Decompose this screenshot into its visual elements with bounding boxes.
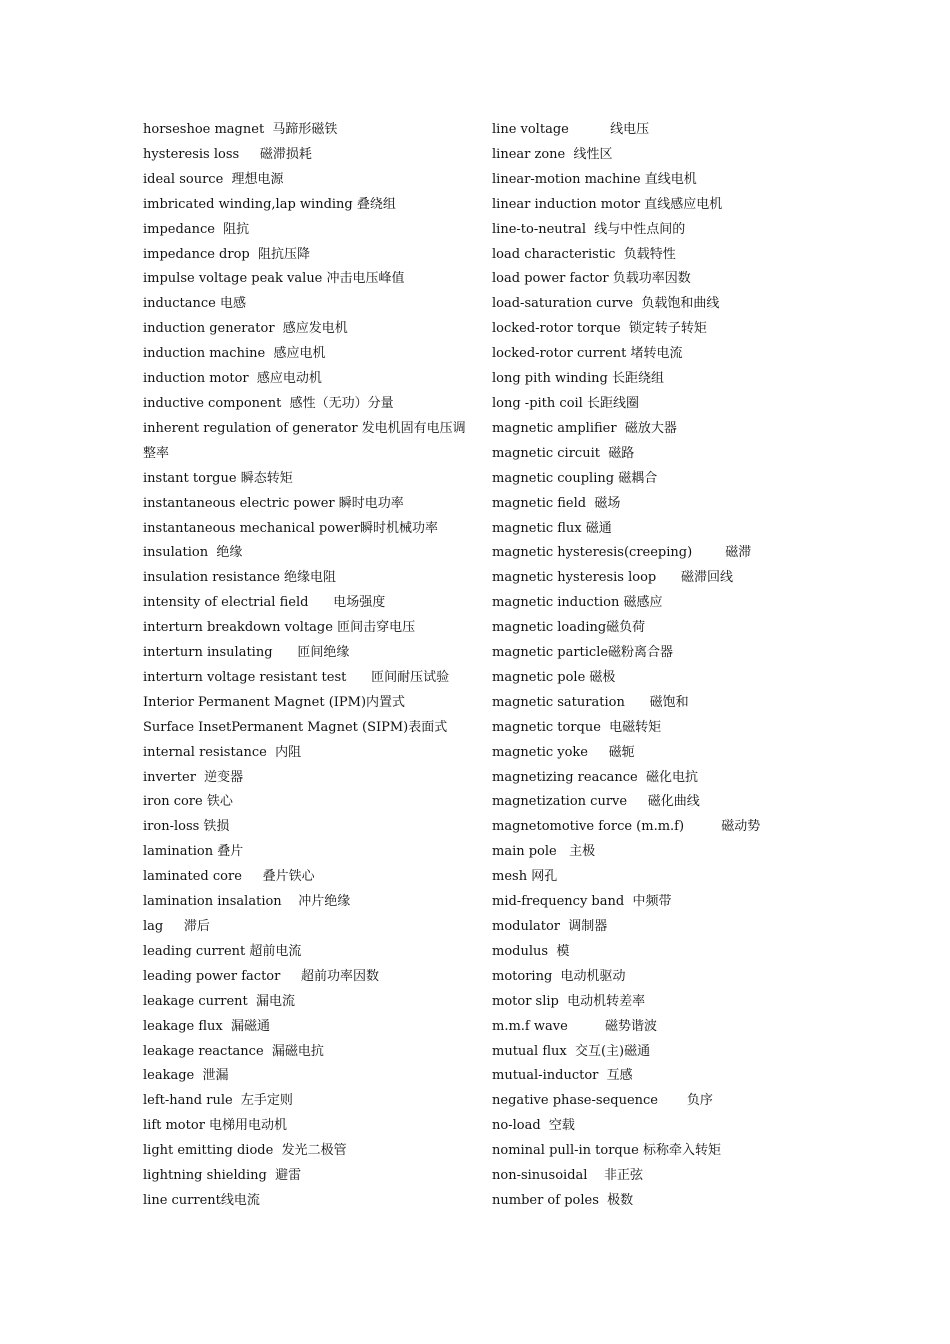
glossary-entry: nominal pull-in torque 标称牵入转矩 bbox=[492, 1143, 721, 1159]
glossary-entry: mutual-inductor 互感 bbox=[492, 1068, 633, 1084]
glossary-entry: inductive component 感性（无功）分量 bbox=[143, 395, 394, 411]
glossary-entry: magnetizing reacance 磁化电抗 bbox=[492, 769, 698, 785]
glossary-entry: inductance 电感 bbox=[143, 296, 246, 312]
glossary-entry: linear zone 线性区 bbox=[492, 146, 613, 162]
glossary-entry: laminated core 叠片铁心 bbox=[143, 869, 315, 885]
glossary-entry: load characteristic 负载特性 bbox=[492, 246, 676, 262]
glossary-entry: impedance 阻抗 bbox=[143, 221, 250, 237]
glossary-entry: motor slip 电动机转差率 bbox=[492, 993, 646, 1009]
glossary-entry: line voltage 线电压 bbox=[492, 122, 650, 137]
left-glossary-column bbox=[143, 118, 473, 1214]
glossary-entry: magnetic particle磁粉离合器 bbox=[492, 645, 674, 661]
glossary-entry: lamination 叠片 bbox=[143, 844, 244, 860]
glossary-entry: modulus 模 bbox=[492, 943, 570, 959]
glossary-entry: interturn voltage resistant test 匝间耐压试验 bbox=[143, 669, 450, 685]
glossary-entry: negative phase-sequence 负序 bbox=[492, 1093, 713, 1109]
glossary-entry: magnetic hysteresis(creeping) 磁滞 bbox=[492, 545, 752, 561]
glossary-entry: Surface InsetPermanent Magnet (SIPM)表面式 bbox=[143, 719, 448, 735]
right-glossary-column bbox=[492, 118, 822, 1214]
glossary-entry: leakage current 漏电流 bbox=[143, 993, 296, 1009]
glossary-entry: magnetic amplifier 磁放大器 bbox=[492, 420, 677, 436]
glossary-entry: internal resistance 内阻 bbox=[143, 744, 302, 760]
glossary-entry: instant torgue 瞬态转矩 bbox=[143, 470, 293, 486]
glossary-entry: long pith winding 长距绕组 bbox=[492, 371, 664, 387]
glossary-entry: iron core 铁心 bbox=[143, 794, 233, 810]
glossary-entry: insulation 绝缘 bbox=[143, 545, 243, 561]
glossary-entry: mesh 网孔 bbox=[492, 869, 558, 885]
glossary-entry: light emitting diode 发光二极管 bbox=[143, 1143, 347, 1159]
glossary-entry: ideal source 理想电源 bbox=[143, 171, 284, 187]
glossary-entry: horseshoe magnet 马蹄形磁铁 bbox=[143, 122, 338, 137]
glossary-entry: inherent regulation of generator 发电机固有电压调整率 bbox=[143, 420, 466, 461]
glossary-entry: mid-frequency band 中频带 bbox=[492, 894, 672, 910]
glossary-entry: leakage reactance 漏磁电抗 bbox=[143, 1043, 324, 1059]
glossary-entry: magnetomotive force (m.m.f) 磁动势 bbox=[492, 819, 761, 835]
glossary-entry: instantaneous electric power 瞬时电功率 bbox=[143, 495, 404, 511]
glossary-entry: lamination insalation 冲片绝缘 bbox=[143, 894, 351, 910]
glossary-entry: leakage flux 漏磁通 bbox=[143, 1018, 271, 1034]
glossary-entry: line current线电流 bbox=[143, 1192, 260, 1208]
glossary-entry: magnetic yoke 磁轭 bbox=[492, 744, 635, 760]
glossary-entry: magnetic circuit 磁路 bbox=[492, 445, 635, 461]
glossary-entry: magnetic saturation 磁饱和 bbox=[492, 694, 689, 710]
glossary-entry: magnetic hysteresis loop 磁滞回线 bbox=[492, 570, 734, 586]
glossary-entry: magnetic coupling 磁耦合 bbox=[492, 470, 658, 486]
glossary-entry: no-load 空载 bbox=[492, 1118, 575, 1134]
glossary-entry: magnetic loading磁负荷 bbox=[492, 620, 646, 636]
glossary-entry: line-to-neutral 线与中性点间的 bbox=[492, 221, 686, 237]
glossary-entry: main pole 主极 bbox=[492, 844, 596, 860]
glossary-entry: linear induction motor 直线感应电机 bbox=[492, 196, 723, 212]
glossary-entry: induction generator 感应发电机 bbox=[143, 321, 348, 337]
glossary-entry: m.m.f wave 磁势谐波 bbox=[492, 1018, 657, 1034]
glossary-entry: motoring 电动机驱动 bbox=[492, 968, 626, 984]
glossary-entry: imbricated winding,lap winding 叠绕组 bbox=[143, 196, 396, 212]
glossary-entry: magnetic induction 磁感应 bbox=[492, 595, 663, 611]
glossary-entry: long -pith coil 长距线圈 bbox=[492, 395, 639, 411]
glossary-entry: Interior Permanent Magnet (IPM)内置式 bbox=[143, 694, 406, 710]
glossary-entry: intensity of electrial field 电场强度 bbox=[143, 595, 386, 611]
glossary-entry: modulator 调制器 bbox=[492, 919, 608, 934]
glossary-entry: magnetic pole 磁极 bbox=[492, 669, 616, 685]
glossary-entry: magnetic flux 磁通 bbox=[492, 520, 612, 536]
glossary-entry: interturn insulating 匝间绝缘 bbox=[143, 645, 350, 661]
glossary-entry: hysteresis loss 磁滞损耗 bbox=[143, 146, 312, 162]
glossary-entry: locked-rotor current 堵转电流 bbox=[492, 346, 683, 362]
glossary-entry: iron-loss 铁损 bbox=[143, 819, 230, 835]
glossary-entry: load-saturation curve 负载饱和曲线 bbox=[492, 296, 720, 312]
glossary-entry: linear-motion machine 直线电机 bbox=[492, 171, 697, 187]
glossary-entry: leading power factor 超前功率因数 bbox=[143, 968, 379, 984]
glossary-entry: number of poles 极数 bbox=[492, 1192, 634, 1208]
glossary-entry: magnetic torque 电磁转矩 bbox=[492, 719, 662, 735]
glossary-entry: induction motor 感应电动机 bbox=[143, 371, 322, 387]
glossary-entry: inverter 逆变器 bbox=[143, 769, 244, 785]
glossary-entry: left-hand rule 左手定则 bbox=[143, 1093, 293, 1109]
glossary-entry: magnetic field 磁场 bbox=[492, 495, 621, 511]
glossary-entry: mutual flux 交互(主)磁通 bbox=[492, 1043, 651, 1059]
glossary-entry: impedance drop 阻抗压降 bbox=[143, 246, 311, 262]
glossary-entry: insulation resistance 绝缘电阻 bbox=[143, 570, 337, 586]
glossary-entry: lightning shielding 避雷 bbox=[143, 1168, 302, 1184]
glossary-entry: magnetization curve 磁化曲线 bbox=[492, 794, 700, 810]
glossary-entry: lift motor 电梯用电动机 bbox=[143, 1118, 288, 1134]
glossary-entry: leading current 超前电流 bbox=[143, 943, 302, 959]
glossary-entry: locked-rotor torque 锁定转子转矩 bbox=[492, 321, 707, 337]
glossary-entry: interturn breakdown voltage 匝间击穿电压 bbox=[143, 620, 416, 636]
glossary-entry: instantaneous mechanical power瞬时机械功率 bbox=[143, 520, 439, 536]
glossary-entry: induction machine 感应电机 bbox=[143, 346, 326, 362]
glossary-entry: lag 滞后 bbox=[143, 919, 210, 934]
glossary-entry: load power factor 负载功率因数 bbox=[492, 271, 691, 287]
glossary-entry: non-sinusoidal 非正弦 bbox=[492, 1168, 643, 1184]
glossary-entry: leakage 泄漏 bbox=[143, 1068, 229, 1084]
glossary-entry: impulse voltage peak value 冲击电压峰值 bbox=[143, 271, 405, 287]
